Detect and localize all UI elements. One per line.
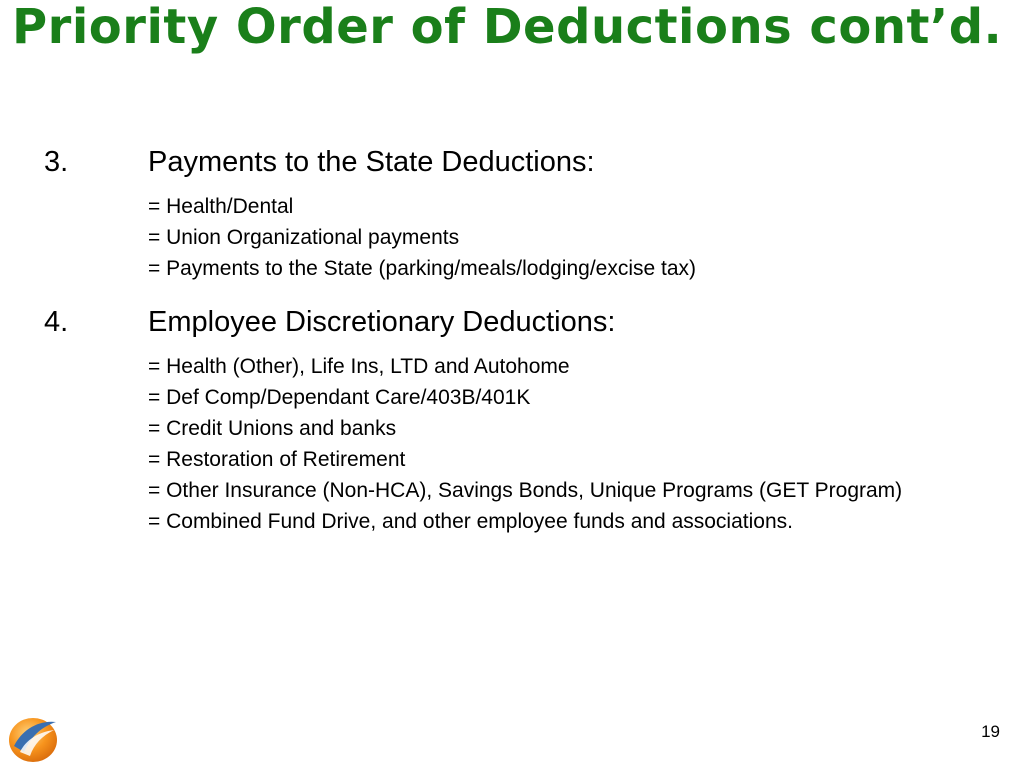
section-number: 3. [44, 146, 69, 178]
list-item: = Restoration of Retirement [148, 448, 406, 471]
section-heading: Employee Discretionary Deductions: [148, 306, 616, 338]
page-number: 19 [981, 722, 1000, 741]
list-item: = Health/Dental [148, 195, 294, 218]
slide-title: Priority Order of Deductions cont’d. [12, 0, 1003, 55]
orange-swoosh-logo-icon [4, 712, 62, 766]
deduction-list [44, 351, 944, 537]
list-item: = Union Organizational payments [148, 226, 460, 249]
section-heading: Payments to the State Deductions: [148, 146, 595, 178]
list-item: = Credit Unions and banks [148, 417, 397, 440]
list-item: = Combined Fund Drive, and other employee funds and associations. [148, 510, 793, 533]
section-heading-row [44, 305, 944, 339]
section-number: 4. [44, 306, 69, 338]
deduction-list [44, 191, 944, 284]
section-payments-to-state [44, 145, 944, 284]
section-employee-discretionary [44, 305, 944, 537]
section-heading-row [44, 145, 944, 179]
list-item: = Health (Other), Life Ins, LTD and Autohome [148, 355, 570, 378]
list-item: = Payments to the State (parking/meals/lodging/excise tax) [148, 257, 697, 280]
list-item: = Other Insurance (Non-HCA), Savings Bonds, Unique Programs (GET Program) [148, 479, 903, 502]
list-item: = Def Comp/Dependant Care/403B/401K [148, 386, 531, 409]
